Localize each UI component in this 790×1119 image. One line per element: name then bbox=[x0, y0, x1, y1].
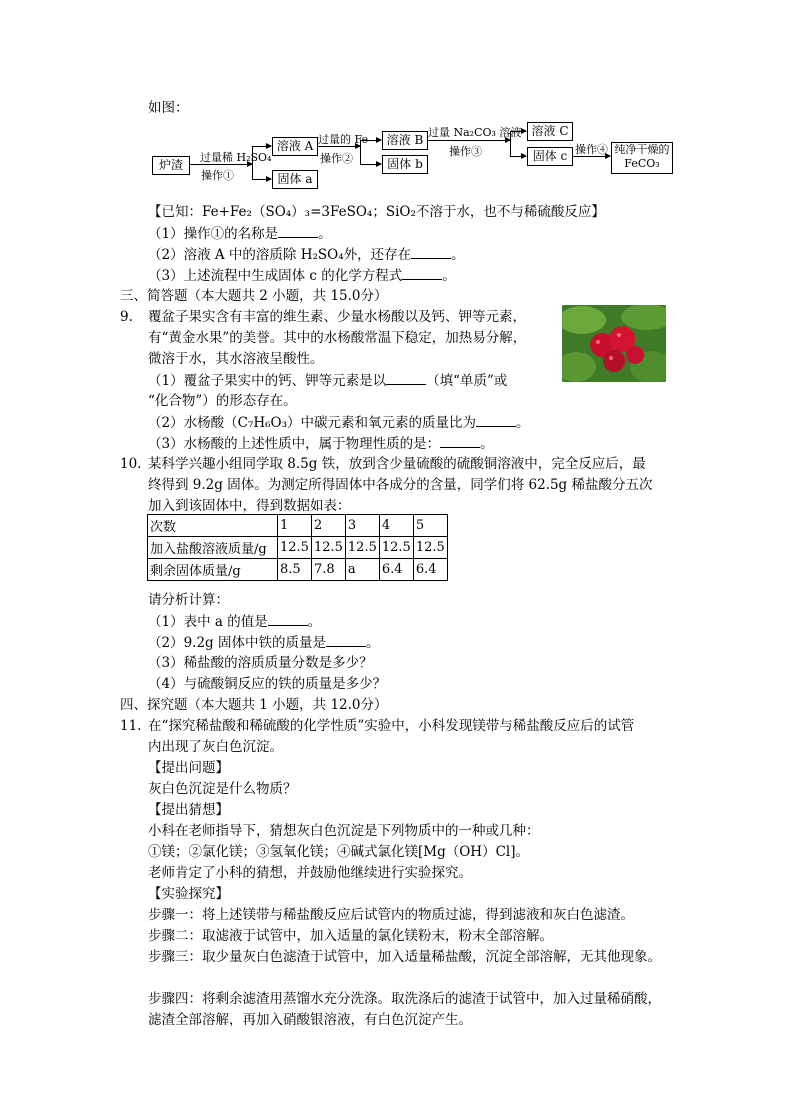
section3-heading: 三、简答题（本大题共 2 小题，共 15.0分） bbox=[120, 288, 388, 304]
table-row bbox=[148, 559, 448, 581]
answer-blank[interactable] bbox=[386, 371, 426, 385]
table-cell: 3 bbox=[345, 515, 379, 537]
flow-solution-a: 溶液 A bbox=[272, 137, 318, 156]
table-cell: 12.5 bbox=[311, 537, 345, 559]
q10-line3: 加入到该固体中，得到数据如表： bbox=[148, 498, 351, 514]
q11-question: 灰白色沉淀是什么物质？ bbox=[148, 781, 297, 797]
flow-solid-a: 固体 a bbox=[272, 170, 318, 189]
q11-guess2: ①镁；②氯化镁；③氢氧化镁；④碱式氯化镁[Mg（OH）Cl]。 bbox=[148, 844, 529, 860]
q10-part2: （2）9.2g 固体中铁的质量是 。 bbox=[148, 635, 380, 651]
q11-heading-experiment: 【实验探究】 bbox=[148, 886, 229, 902]
q10-number: 10. bbox=[120, 456, 142, 472]
flow-start-box: 炉渣 bbox=[152, 156, 190, 175]
q8-part2: （2）溶液 A 中的溶质除 H₂SO₄外，还存在 。 bbox=[148, 247, 465, 263]
flow-solution-b: 溶液 B bbox=[382, 131, 428, 150]
table-cell: 8.5 bbox=[278, 559, 312, 581]
answer-blank[interactable] bbox=[440, 434, 480, 448]
q10-prompt: 请分析计算： bbox=[148, 592, 229, 608]
table-cell: 2 bbox=[311, 515, 345, 537]
q10-part4: （4）与硫酸铜反应的铁的质量是多少？ bbox=[148, 676, 387, 692]
raspberry-photo bbox=[562, 305, 666, 382]
q8-part3: （3）上述流程中生成固体 c 的化学方程式 。 bbox=[148, 268, 456, 284]
table-cell: 1 bbox=[278, 515, 312, 537]
table-cell: 12.5 bbox=[345, 537, 379, 559]
flow-step2-reagent: 过量的 Fe bbox=[318, 133, 369, 146]
answer-blank[interactable] bbox=[278, 224, 318, 238]
intro-text: 如图： bbox=[148, 100, 189, 116]
table-header-cell: 剩余固体质量/g bbox=[148, 559, 278, 581]
table-cell: 5 bbox=[413, 515, 447, 537]
q9-line2: 有“黄金水果”的美誉。其中的水杨酸常温下稳定，加热易分解， bbox=[148, 330, 527, 346]
q11-line1: 在“探究稀盐酸和稀硫酸的化学性质”实验中，小科发现镁带与稀盐酸反应后的试管 bbox=[148, 718, 635, 734]
flow-product-box bbox=[611, 142, 673, 174]
table-row bbox=[148, 537, 448, 559]
section4-heading: 四、探究题（本大题共 1 小题，共 12.0分） bbox=[120, 697, 388, 713]
q9-number: 9. bbox=[120, 309, 133, 325]
flow-step1-reagent: 过量稀 H₂SO₄ bbox=[200, 151, 272, 164]
q9-line1: 覆盆子果实含有丰富的维生素、少量水杨酸以及钙、钾等元素， bbox=[148, 309, 526, 325]
table-cell: a bbox=[345, 559, 379, 581]
answer-blank[interactable] bbox=[411, 245, 451, 259]
q9-part2: （2）水杨酸（C₇H₆O₃）中碳元素和氧元素的质量比为 。 bbox=[148, 415, 530, 431]
flow-solid-c: 固体 c bbox=[527, 147, 573, 166]
q10-line1: 某科学兴趣小组同学取 8.5g 铁，放到含少量硫酸的硫酸铜溶液中，完全反应后，最 bbox=[148, 456, 646, 472]
answer-blank[interactable] bbox=[326, 633, 366, 647]
table-cell: 12.5 bbox=[379, 537, 413, 559]
q11-line2: 内出现了灰白色沉淀。 bbox=[148, 739, 283, 755]
q9-part1-cont: “化合物”）的形态存在。 bbox=[148, 393, 297, 409]
flow-solid-b: 固体 b bbox=[382, 155, 428, 174]
answer-blank[interactable] bbox=[268, 612, 308, 626]
q11-step3: 步骤三：取少量灰白色滤渣于试管中，加入适量稀盐酸，沉淀全部溶解，无其他现象。 bbox=[148, 949, 661, 965]
table-cell: 4 bbox=[379, 515, 413, 537]
q8-part1: （1）操作①的名称是 。 bbox=[148, 226, 332, 242]
table-cell: 6.4 bbox=[413, 559, 447, 581]
q11-step4-line1: 步骤四：将剩余滤渣用蒸馏水充分洗涤。取洗涤后的滤渣于试管中，加入过量稀硝酸， bbox=[148, 991, 661, 1007]
answer-blank[interactable] bbox=[402, 266, 442, 280]
table-header-cell: 加入盐酸溶液质量/g bbox=[148, 537, 278, 559]
flow-solution-c: 溶液 C bbox=[527, 122, 573, 141]
q9-part3: （3）水杨酸的上述性质中，属于物理性质的是： 。 bbox=[148, 436, 494, 452]
table-cell: 12.5 bbox=[278, 537, 312, 559]
flow-step3-op: 操作③ bbox=[449, 145, 482, 158]
flow-step4-op: 操作④ bbox=[575, 143, 608, 156]
q10-line2: 终得到 9.2g 固体。为测定所得固体中各成分的含量，同学们将 62.5g 稀盐酸分五次 bbox=[148, 477, 653, 493]
data-table bbox=[147, 514, 448, 581]
flow-step2-op: 操作② bbox=[320, 152, 353, 165]
q11-heading-question: 【提出问题】 bbox=[148, 760, 229, 776]
q10-part3: （3）稀盐酸的溶质质量分数是多少？ bbox=[148, 655, 373, 671]
q11-guess3: 老师肯定了小科的猜想，并鼓励他继续进行实验探究。 bbox=[148, 865, 472, 881]
table-header-cell: 次数 bbox=[148, 515, 278, 537]
table-cell: 6.4 bbox=[379, 559, 413, 581]
q11-step1: 步骤一：将上述镁带与稀盐酸反应后试管内的物质过滤，得到滤液和灰白色滤渣。 bbox=[148, 907, 634, 923]
q11-heading-hypothesis: 【提出猜想】 bbox=[148, 802, 229, 818]
q11-step2: 步骤二：取滤液于试管中，加入适量的氯化镁粉末，粉末全部溶解。 bbox=[148, 928, 553, 944]
q11-number: 11. bbox=[120, 718, 142, 734]
flow-product-line2: FeCO₃ bbox=[624, 157, 660, 170]
q8-known: 【已知：Fe+Fe₂（SO₄）₃=3FeSO₄；SiO₂不溶于水，也不与稀硫酸反应】 bbox=[148, 204, 605, 220]
q10-part1: （1）表中 a 的值是 。 bbox=[148, 614, 322, 630]
flow-product-line1: 纯净干燥的 bbox=[614, 143, 670, 156]
answer-blank[interactable] bbox=[476, 413, 516, 427]
q9-part1: （1）覆盆子果实中的钙、钾等元素是以 （填“单质”或 bbox=[148, 373, 508, 389]
q9-line3: 微溶于水，其水溶液呈酸性。 bbox=[148, 351, 324, 367]
table-row bbox=[148, 515, 448, 537]
table-cell: 7.8 bbox=[311, 559, 345, 581]
flow-step3-reagent: 过量 Na₂CO₃ 溶液 bbox=[428, 126, 522, 139]
q11-guess1: 小科在老师指导下，猜想灰白色沉淀是下列物质中的一种或几种： bbox=[148, 823, 540, 839]
flow-step1-op: 操作① bbox=[201, 169, 234, 182]
table-cell: 12.5 bbox=[413, 537, 447, 559]
q11-step4-line2: 滤渣全部溶解，再加入硝酸银溶液，有白色沉淀产生。 bbox=[148, 1012, 472, 1028]
